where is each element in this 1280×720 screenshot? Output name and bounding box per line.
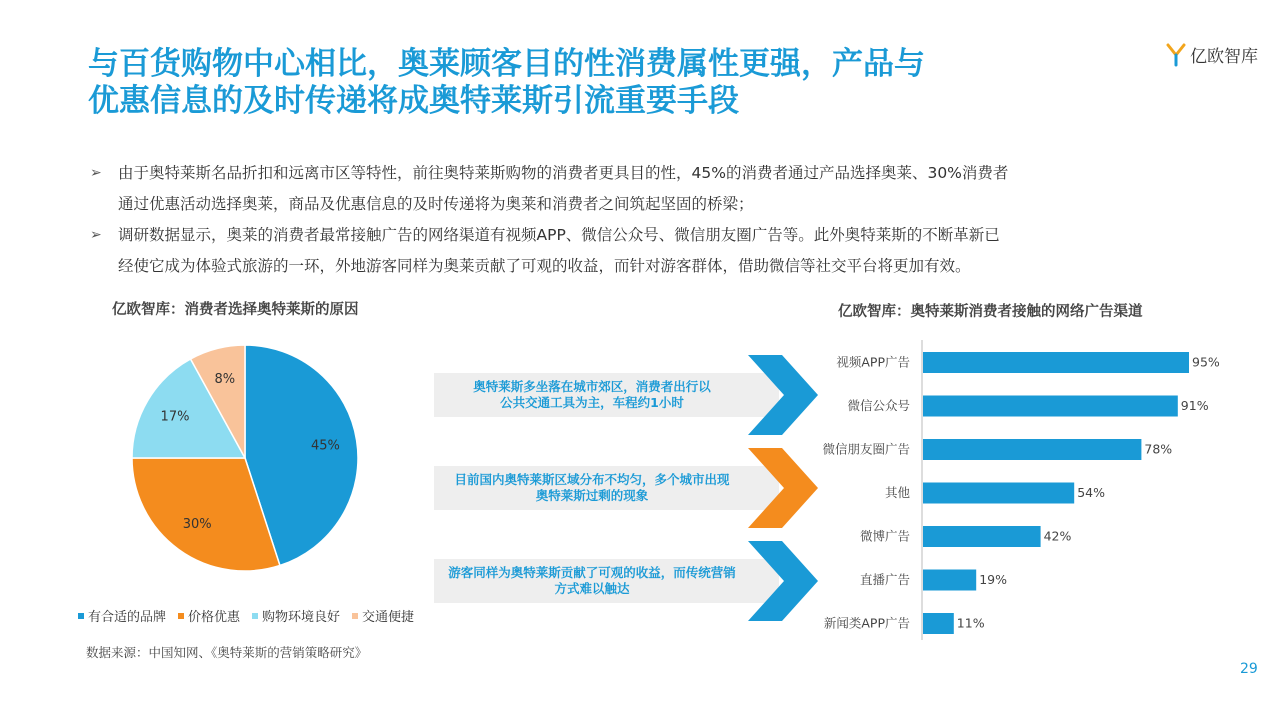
bullet-text [118,220,1000,282]
legend-label: 有合适的品牌 [88,610,167,625]
legend-item [252,606,340,625]
bar [923,570,976,591]
pie-data-label: 45% [310,438,340,454]
callout-text-1 [437,379,747,411]
pie-legend [78,606,426,625]
bullet-line: 经使它成为体验式旅游的一环，外地游客同样为奥莱贡献了可观的收益，而针对游客群体，借助微信等社交平台将更加有效。 [118,257,971,275]
logo-icon [1166,43,1186,67]
callout-line: 奥特莱斯过剩的现象 [535,488,649,503]
pie-chart [120,336,370,586]
bullet-line: 调研数据显示，奥莱的消费者最常接触广告的网络渠道有视频APP、微信公众号、微信朋友圈广告等。此外奥特莱斯的不断革新已 [118,226,1000,244]
bullet-line: 通过优惠活动选择奥莱，商品及优惠信息的及时传递将为奥莱和消费者之间筑起坚固的桥梁； [118,195,754,213]
bar [923,439,1141,460]
callout-line: 目前国内奥特莱斯区域分布不均匀，多个城市出现 [454,472,730,487]
bullet-text [118,158,1008,220]
page-number: 29 [1240,661,1258,677]
bullet-item [90,158,1200,220]
legend-label: 交通便捷 [362,610,415,625]
callout-line: 方式难以触达 [554,581,630,596]
legend-swatch [252,613,258,619]
category-label: 微信朋友圈广告 [822,441,910,457]
callout-line: 奥特莱斯多坐落在城市郊区，消费者出行以 [473,379,711,394]
data-source: 数据来源：中国知网、《奥特莱斯的营销策略研究》 [86,645,368,660]
bar [923,352,1189,373]
callout-line: 公共交通工具为主，车程约1小时 [500,395,684,410]
bar [923,613,954,634]
title-line-1: 与百货购物中心相比，奥莱顾客目的性消费属性更强，产品与 [88,46,925,82]
callout-text-2 [437,472,747,504]
category-label: 微信公众号 [847,398,910,413]
brand-logo [1166,42,1258,67]
category-label: 视频APP广告 [836,354,910,370]
category-label: 微博广告 [859,528,910,544]
bar-value-label: 91% [1180,398,1209,413]
category-label: 新闻类APP广告 [823,615,910,631]
legend-label: 价格优惠 [188,610,241,625]
bar [923,526,1041,547]
bar-value-label: 19% [979,572,1007,587]
page-title [88,46,1048,120]
arrow-bullet-icon: ➢ [90,165,102,181]
bar-value-label: 95% [1192,354,1220,370]
bar-value-label: 11% [956,615,985,631]
title-line-2: 优惠信息的及时传递将成奥特莱斯引流重要手段 [88,83,739,119]
pie-data-label: 17% [160,409,190,425]
bar-value-label: 42% [1043,528,1072,544]
bar [923,396,1178,417]
logo-text: 亿欧智库 [1190,47,1258,67]
bar-value-label: 54% [1077,485,1105,500]
legend-swatch [178,613,184,619]
legend-item [352,606,414,625]
bar [923,483,1074,504]
category-label: 其他 [884,485,910,500]
legend-item [178,606,240,625]
category-label: 直播广告 [859,572,910,587]
callout-text-3 [437,565,747,597]
legend-label: 购物环境良好 [262,610,341,625]
bar-chart-title: 亿欧智库：奥特莱斯消费者接触的网络广告渠道 [838,304,1143,320]
bar-value-label: 78% [1144,441,1173,457]
arrow-bullet-icon: ➢ [90,227,102,243]
pie-data-label: 30% [182,516,212,532]
legend-swatch [352,613,358,619]
pie-chart-title: 亿欧智库：消费者选择奥特莱斯的原因 [112,302,359,318]
pie-data-label: 8% [214,372,236,388]
legend-item [78,606,166,625]
bar-chart [800,340,1240,640]
bullet-item [90,220,1200,282]
callout-line: 游客同样为奥特莱斯贡献了可观的收益，而传统营销 [448,565,736,580]
bullet-line: 由于奥特莱斯名品折扣和远离市区等特性，前往奥特莱斯购物的消费者更具目的性，45%的消费者通过产品选择奥莱、30%消费者 [118,164,1009,182]
legend-swatch [78,613,84,619]
bullet-list [90,158,1200,282]
